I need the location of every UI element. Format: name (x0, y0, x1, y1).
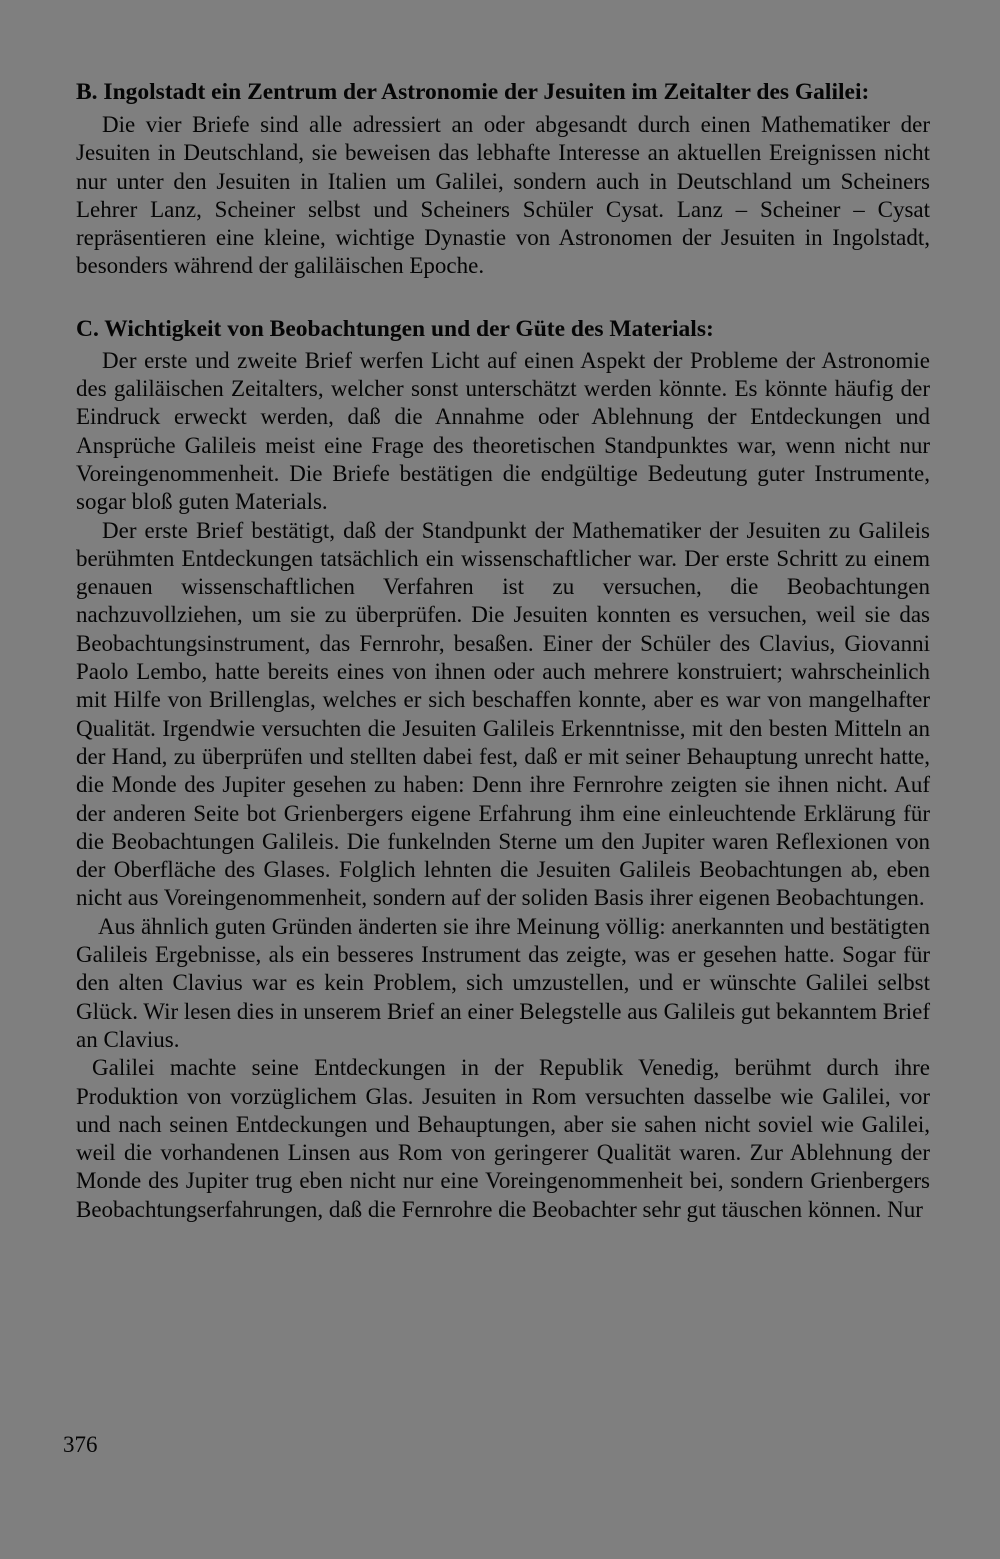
section-c-paragraph-1: Der erste und zweite Brief werfen Licht auf einen Aspekt der Probleme der Astronomie des galiläischen Zeitalters, welcher sonst unterschätzt werden könnte. Es könnte häufig der Eindruck erweckt werden, daß die Annahme oder Ablehnung der Entdeckungen und Ansprüche Galileis meist eine Frage des theoretischen Standpunktes war, wenn nicht nur Voreingenommenheit. Die Briefe bestätigen die endgültige Bedeutung guter Instrumente, sogar bloß guten Materials. (76, 347, 930, 515)
section-b-body (76, 111, 930, 281)
section-c-heading: C. Wichtigkeit von Beobachtungen und der Güte des Materials: (76, 315, 714, 342)
section-c-body (76, 347, 930, 1224)
section-b-heading: B. Ingolstadt ein Zentrum der Astronomie der Jesuiten im Zeitalter des Galilei: (76, 79, 870, 105)
section-c (76, 315, 930, 1224)
page-number: 376 (63, 1432, 98, 1457)
section-c-paragraph-3: Aus ähnlich guten Gründen änderten sie ihre Meinung völlig: anerkannten und bestätigten Galileis Ergebnisse, als ein besseres Instrument das zeigte, was er gesehen hatte. Sogar für den alten Clavius war es kein Problem, sich umzustellen, und er wünschte Galilei selbst Glück. Wir lesen dies in unserem Brief an einer Belegstelle aus Galileis gut bekanntem Brief an Clavius. (76, 913, 930, 1052)
section-b-paragraph-1: Die vier Briefe sind alle adressiert an oder abgesandt durch einen Mathematiker der Jesuiten in Deutschland, sie beweisen das lebhafte Interesse an aktuellen Ereignissen nicht nur unter den Jesuiten in Italien um Galilei, sondern auch in Deutschland um Scheiners Lehrer Lanz, Scheiner selbst und Scheiners Schüler Cysat. Lanz – Scheiner – Cysat repräsentieren eine kleine, wichtige Dynastie von Astronomen der Jesuiten in Ingolstadt, besonders während der galiläischen Epoche. (76, 112, 930, 279)
section-c-paragraph-2: Der erste Brief bestätigt, daß der Standpunkt der Mathematiker der Jesuiten zu Galileis berühmten Entdeckungen tatsächlich ein wissenschaftlicher war. Der erste Schritt zu einem genauen wissenschaftlichen Verfahren ist zu versuchen, die Beobachtungen nachzuvollziehen, um sie zu überprüfen. Die Jesuiten konnten es versuchen, weil sie das Beobachtungsinstrument, das Fernrohr, besaßen. Einer der Schüler des Clavius, Giovanni Paolo Lembo, hatte bereits eines von ihnen oder auch mehrere konstruiert; wahrscheinlich mit Hilfe von Brillenglas, welches er sich beschaffen konnte, aber es war von mangelhafter Qualität. Irgendwie versuchten die Jesuiten Galileis Erkenntnisse, mit den besten Mitteln an der Hand, zu überprüfen und stellten dabei fest, daß er mit seiner Behauptung unrecht hatte, die Monde des Jupiter gesehen zu haben: Denn ihre Fernrohre zeigten sie ihnen nicht. Auf der anderen Seite bot Grienbergers eigene Erfahrung ihm eine einleuchtende Erklärung für die Beobachtungen Galileis. Die funkelnden Sterne um den Jupiter waren Reflexionen von der Oberfläche des Glases. Folglich lehnten die Jesuiten Galileis Beobachtungen ab, eben nicht aus Voreingenommenheit, sondern auf der soliden Basis ihrer eigenen Beobachtungen. (76, 517, 930, 911)
section-c-paragraph-4: Galilei machte seine Entdeckungen in der Republik Venedig, berühmt durch ihre Produktion von vorzüglichem Glas. Jesuiten in Rom versuchten dasselbe wie Galilei, vor und nach seinen Entdeckungen und Behauptungen, aber sie sahen nicht soviel wie Galilei, weil die vorhandenen Linsen aus Rom von geringerer Qualität waren. Zur Ablehnung der Monde des Jupiter trug eben nicht nur eine Voreingenommenheit bei, sondern Grienbergers Beobachtungserfahrungen, daß die Fernrohre die Beobachter sehr gut täuschen können. Nur (76, 1055, 930, 1222)
page-content (76, 78, 930, 1224)
